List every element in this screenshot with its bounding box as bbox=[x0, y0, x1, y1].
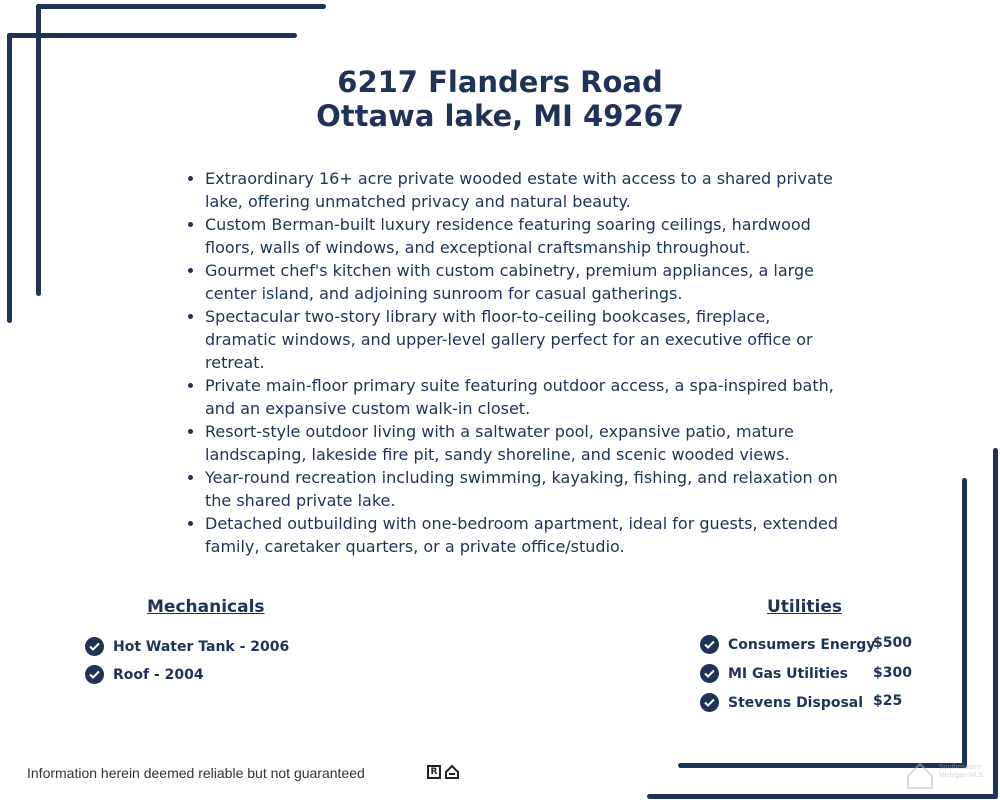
check-circle-icon bbox=[700, 664, 719, 683]
disclaimer-text: Information herein deemed reliable but not guaranteed bbox=[27, 765, 365, 781]
utilities-item-name: MI Gas Utilities bbox=[728, 665, 848, 682]
mechanicals-item-label: Roof - 2004 bbox=[113, 666, 204, 683]
utilities-item-name: Stevens Disposal bbox=[728, 694, 864, 711]
page-title bbox=[0, 65, 1000, 133]
frame-line-right-outer bbox=[993, 448, 998, 799]
feature-item: Resort-style outdoor living with a saltwater pool, expansive patio, mature landscaping, lakeside fire pit, sandy shoreline, and scenic wooded views. bbox=[186, 420, 846, 466]
utilities-item bbox=[700, 635, 875, 654]
address-line-1: 6217 Flanders Road bbox=[337, 65, 663, 99]
frame-line-right-inner bbox=[962, 478, 967, 768]
check-circle-icon bbox=[85, 637, 104, 656]
check-circle-icon bbox=[85, 665, 104, 684]
utilities-item-amount: $300 bbox=[873, 665, 912, 681]
feature-item: Detached outbuilding with one-bedroom apartment, ideal for guests, extended family, caretaker quarters, or a private office/studio. bbox=[186, 512, 846, 558]
frame-line-left-outer bbox=[36, 4, 41, 296]
feature-item: Year-round recreation including swimming, kayaking, fishing, and relaxation on the shared private lake. bbox=[186, 466, 846, 512]
mechanicals-heading: Mechanicals bbox=[147, 597, 265, 617]
feature-item: Private main-floor primary suite featuring outdoor access, a spa-inspired bath, and an expansive custom walk-in closet. bbox=[186, 374, 846, 420]
utilities-item bbox=[700, 693, 863, 712]
address-line-2: Ottawa lake, MI 49267 bbox=[316, 99, 684, 133]
utilities-item bbox=[700, 664, 848, 683]
utilities-item-name: Consumers Energy bbox=[728, 636, 876, 653]
frame-line-bottom-outer bbox=[647, 794, 998, 799]
utilities-item-amount: $25 bbox=[873, 693, 903, 709]
utilities-heading: Utilities bbox=[767, 597, 843, 617]
mechanicals-item bbox=[85, 637, 289, 656]
frame-line-top-inner bbox=[7, 33, 297, 38]
feature-item: Custom Berman-built luxury residence featuring soaring ceilings, hardwood floors, walls of windows, and exceptional craftsmanship throughout. bbox=[186, 213, 846, 259]
frame-line-top-outer bbox=[36, 4, 326, 9]
feature-item: Gourmet chef's kitchen with custom cabinetry, premium appliances, a large center island, and adjoining sunroom for casual gatherings. bbox=[186, 259, 846, 305]
feature-item: Extraordinary 16+ acre private wooded estate with access to a shared private lake, offering unmatched privacy and natural beauty. bbox=[186, 167, 846, 213]
check-circle-icon bbox=[700, 693, 719, 712]
feature-item: Spectacular two-story library with floor-to-ceiling bookcases, fireplace, dramatic windows, and upper-level gallery perfect for an executive office or retreat. bbox=[186, 305, 846, 374]
equal-housing-icon bbox=[445, 765, 459, 779]
utilities-item-amount: $500 bbox=[873, 635, 912, 651]
realtor-icon: R bbox=[427, 765, 441, 779]
mls-logo bbox=[905, 760, 990, 794]
mechanicals-item-label: Hot Water Tank - 2006 bbox=[113, 638, 290, 655]
check-circle-icon bbox=[700, 635, 719, 654]
mechanicals-item bbox=[85, 665, 204, 684]
feature-list bbox=[186, 167, 846, 558]
mls-logo-text: Southeastern Michigan MLS bbox=[939, 764, 984, 779]
